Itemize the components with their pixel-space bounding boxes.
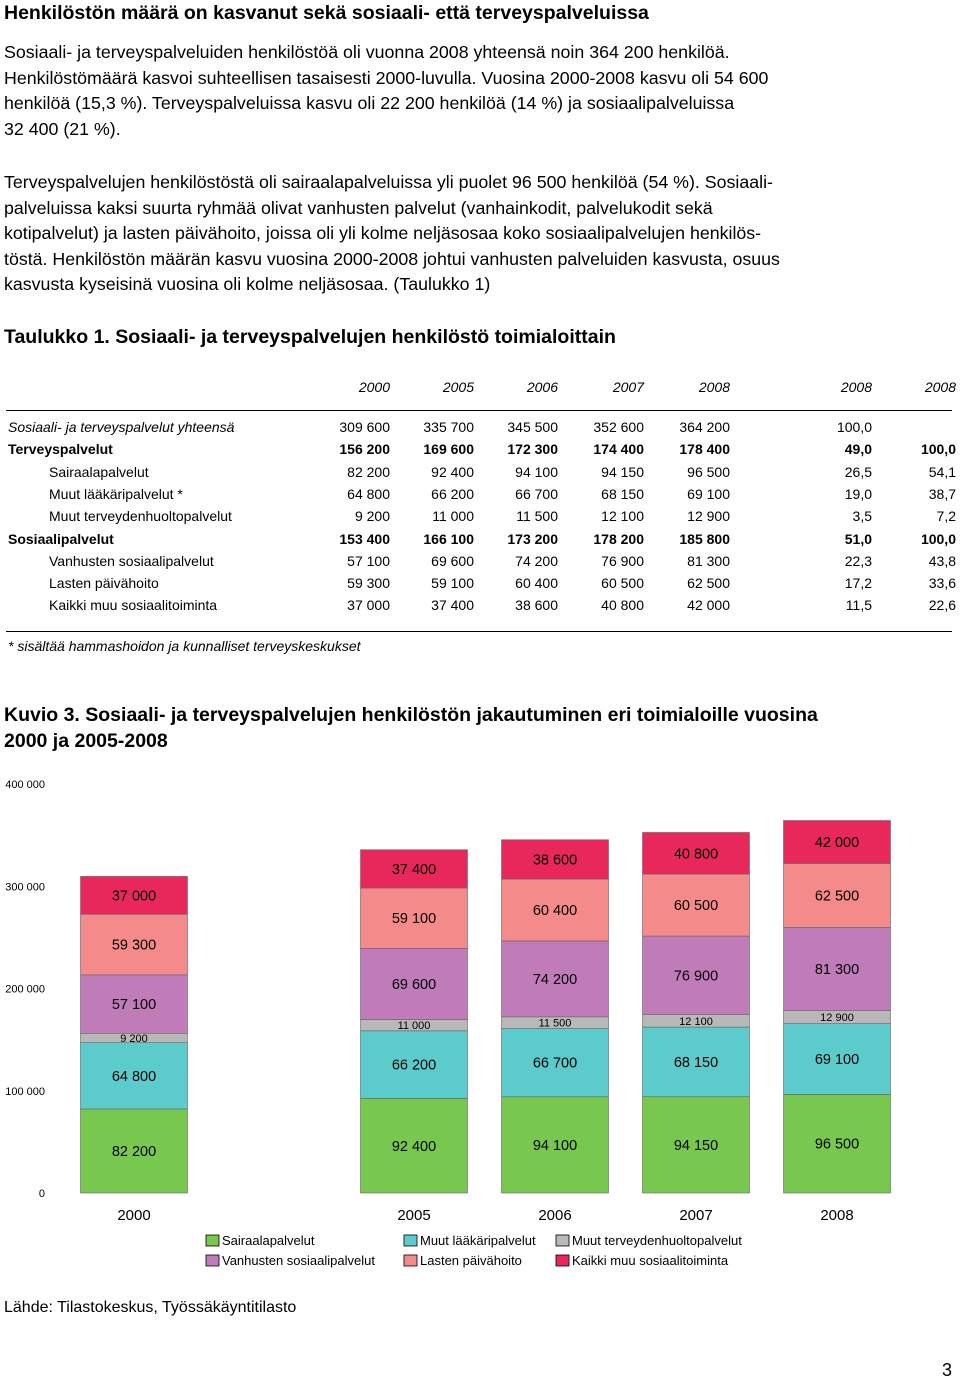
table-row-label: Sairaalapalvelut: [49, 463, 149, 480]
table-cell: 172 300: [507, 441, 558, 458]
table-cell: 69 100: [687, 485, 730, 502]
figure-title-line: 2000 ja 2005-2008: [4, 730, 168, 752]
table-cell: 309 600: [339, 419, 390, 435]
table-cell: 60 500: [601, 575, 644, 592]
table-cell: 178 200: [593, 530, 644, 547]
bar-data-label: 64 800: [111, 1068, 157, 1085]
table-cell: 153 400: [339, 530, 390, 547]
bar-data-label: 66 700: [532, 1055, 578, 1072]
table-cell: 37 400: [431, 597, 474, 614]
table-cell: 38,7: [928, 485, 956, 502]
table-cell: 166 100: [423, 530, 474, 547]
table-cell: 352 600: [593, 419, 644, 435]
table-header-cell: 2008: [840, 379, 872, 395]
table-row-label: Terveyspalvelut: [8, 441, 113, 458]
bar-data-label: 68 150: [673, 1054, 719, 1071]
y-tick-label: 200 000: [5, 983, 45, 996]
table-cell: 42 000: [687, 597, 730, 614]
x-tick-label: 2006: [538, 1207, 572, 1224]
legend-label: Vanhusten sosiaalipalvelut: [222, 1253, 375, 1268]
table-cell: 11 000: [432, 508, 474, 525]
table-header-cell: 2000: [358, 379, 390, 395]
table-header-cell: 2007: [612, 379, 644, 395]
body-line: Terveyspalvelujen henkilöstöstä oli sairaalapalveluissa yli puolet 96 500 henkilöä (54 %). Sosiaali-: [4, 172, 773, 192]
body-paragraph: [4, 170, 956, 298]
intro-line: henkilöä (15,3 %). Terveyspalveluissa kasvu oli 22 200 henkilöä (14 %) ja sosiaalipalveluissa: [4, 93, 735, 114]
table-cell: 57 100: [347, 552, 390, 569]
intro-line: Sosiaali- ja terveyspalveluiden henkilöstöä oli vuonna 2008 yhteensä noin 364 200 henkilöä.: [4, 42, 730, 62]
page-number: 3: [942, 1360, 953, 1380]
table-cell: 12 900: [687, 508, 730, 525]
x-tick-label: 2000: [117, 1207, 151, 1224]
table-footnote: * sisältää hammashoidon ja kunnalliset terveyskeskukset: [8, 638, 361, 654]
page-heading: Henkilöstön määrä on kasvanut sekä sosiaali- että terveyspalveluissa: [4, 2, 649, 24]
table-row-label: Lasten päivähoito: [49, 575, 159, 592]
table-bottom-rule: [6, 631, 952, 632]
table-title: Taulukko 1. Sosiaali- ja terveyspalvelujen henkilöstö toimialoittain: [4, 326, 616, 348]
legend-swatch: [404, 1235, 417, 1246]
table-cell: 68 150: [601, 485, 644, 502]
bar-data-label: 12 900: [820, 1012, 854, 1025]
bar-data-label: 92 400: [391, 1138, 437, 1155]
table-cell: 3,5: [852, 508, 872, 525]
x-tick-label: 2008: [820, 1207, 854, 1224]
legend-label: Sairaalapalvelut: [222, 1233, 315, 1248]
table-row-label: Kaikki muu sosiaalitoiminta: [49, 597, 218, 614]
legend-label: Muut lääkäripalvelut: [420, 1233, 536, 1248]
legend-swatch: [556, 1255, 569, 1266]
table-header-cell: 2008: [698, 379, 730, 395]
bar-data-label: 12 100: [679, 1015, 713, 1028]
table-cell: 66 700: [515, 485, 558, 502]
table-cell: 96 500: [687, 463, 730, 480]
table-cell: 100,0: [920, 441, 956, 458]
bar-data-label: 94 150: [673, 1137, 719, 1154]
table-cell: 51,0: [844, 530, 872, 547]
intro-paragraph: [4, 40, 956, 142]
bar-data-label: 69 100: [814, 1052, 860, 1069]
table-cell: 100,0: [836, 419, 872, 435]
table-cell: 43,8: [928, 552, 956, 569]
table-cell: 59 300: [347, 575, 390, 592]
table-cell: 12 100: [601, 508, 644, 525]
table-cell: 11,5: [845, 597, 872, 614]
bar-data-label: 81 300: [814, 961, 860, 978]
table-header-cell: 2005: [442, 379, 474, 395]
table-row-label: Sosiaalipalvelut: [8, 530, 114, 547]
table-cell: 64 800: [347, 485, 390, 502]
table-cell: 49,0: [844, 441, 872, 458]
y-tick-label: 0: [38, 1188, 45, 1200]
x-tick-label: 2005: [397, 1207, 431, 1224]
table-cell: 364 200: [679, 419, 730, 435]
table-cell: 22,3: [844, 552, 872, 569]
table-cell: 81 300: [687, 552, 730, 569]
legend-label: Kaikki muu sosiaalitoiminta: [572, 1253, 729, 1268]
bar-data-label: 76 900: [673, 968, 719, 985]
table-cell: 335 700: [423, 419, 474, 435]
table-cell: 74 200: [515, 552, 558, 569]
table-cell: 92 400: [431, 463, 474, 480]
body-line: kasvusta kyseisinä vuosina oli kolme neljäsosaa. (Taulukko 1): [4, 274, 491, 295]
table-cell: 94 150: [601, 463, 644, 480]
table-cell: 38 600: [515, 597, 558, 614]
table-cell: 59 100: [431, 575, 474, 592]
table-cell: 33,6: [928, 575, 956, 592]
table-cell: 7,2: [936, 508, 956, 525]
bar-data-label: 60 400: [532, 903, 578, 920]
table-cell: 100,0: [920, 530, 956, 547]
table-cell: 345 500: [507, 419, 558, 435]
intro-line: 32 400 (21 %).: [4, 118, 121, 139]
bar-data-label: 66 200: [391, 1057, 437, 1074]
body-line: kotipalvelut) ja lasten päivähoito, joissa oli yli kolme neljäsosaa koko sosiaalipalvelujen henkilös-: [4, 223, 762, 244]
bar-data-label: 11 500: [538, 1017, 572, 1030]
bar-data-label: 59 300: [111, 937, 157, 954]
legend-swatch: [556, 1235, 569, 1246]
bar-data-label: 82 200: [111, 1143, 157, 1160]
bar-data-label: 74 200: [532, 971, 578, 988]
legend-label: Muut terveydenhuoltopalvelut: [572, 1233, 742, 1248]
table-row-label: Muut terveydenhuoltopalvelut: [49, 508, 232, 525]
bar-data-label: 37 000: [111, 888, 157, 905]
table-cell: 11 500: [516, 508, 558, 525]
table-row-label: Muut lääkäripalvelut *: [49, 485, 183, 502]
y-tick-label: 100 000: [5, 1085, 45, 1098]
bar-data-label: 11 000: [397, 1020, 431, 1033]
table-row-label: Vanhusten sosiaalipalvelut: [49, 552, 214, 569]
bar-data-label: 59 100: [391, 911, 437, 928]
table-cell: 94 100: [515, 463, 558, 480]
figure-title: [4, 702, 818, 754]
stacked-bar-chart: [0, 770, 960, 1290]
table-cell: 37 000: [347, 597, 390, 614]
table-cell: 156 200: [339, 441, 390, 458]
y-tick-label: 300 000: [5, 881, 45, 894]
bar-data-label: 37 400: [391, 861, 437, 878]
source-note: Lähde: Tilastokeskus, Työssäkäyntitilasto: [4, 1299, 297, 1316]
figure-title-line: Kuvio 3. Sosiaali- ja terveyspalvelujen henkilöstön jakautuminen eri toimialoille vuosina: [4, 704, 818, 726]
bar-data-label: 69 600: [391, 977, 437, 994]
table-row-label: Sosiaali- ja terveyspalvelut yhteensä: [8, 419, 235, 435]
table-cell: 40 800: [601, 597, 644, 614]
table-cell: 54,1: [928, 463, 956, 480]
table-cell: 178 400: [679, 441, 730, 458]
table-header-cell: 2008: [924, 379, 956, 395]
bar-data-label: 94 100: [532, 1137, 578, 1154]
legend-swatch: [404, 1255, 417, 1266]
table-cell: 169 600: [423, 441, 474, 458]
table-cell: 19,0: [844, 485, 872, 502]
bar-data-label: 62 500: [814, 888, 860, 905]
body-line: töstä. Henkilöstön määrän kasvu vuosina 2000-2008 johtui vanhusten palveluiden kasvusta, osuus: [4, 248, 780, 269]
bar-data-label: 60 500: [673, 898, 719, 915]
legend-swatch: [206, 1235, 219, 1246]
table-cell: 66 200: [431, 485, 474, 502]
legend-swatch: [206, 1255, 219, 1266]
intro-line: Henkilöstömäärä kasvoi suhteellisen tasaisesti 2000-luvulla. Vuosina 2000-2008 kasvu oli 54 600: [4, 67, 769, 88]
table-cell: 60 400: [515, 575, 558, 592]
table-cell: 173 200: [507, 530, 558, 547]
table-top-rule: [6, 410, 952, 411]
x-tick-label: 2007: [679, 1207, 713, 1224]
bar-data-label: 38 600: [532, 852, 578, 869]
y-tick-label: 400 000: [5, 779, 45, 791]
bar-data-label: 9 200: [120, 1032, 148, 1045]
legend-label: Lasten päivähoito: [420, 1253, 522, 1268]
bar-data-label: 96 500: [814, 1136, 860, 1153]
body-line: palveluissa kaksi suurta ryhmää olivat vanhusten palvelut (vanhainkodit, palvelukodit sekä: [4, 197, 713, 218]
table-cell: 22,6: [928, 597, 956, 614]
table-header-cell: 2006: [526, 379, 558, 395]
table-cell: 69 600: [431, 552, 474, 569]
table-cell: 82 200: [347, 463, 390, 480]
table-cell: 62 500: [687, 575, 730, 592]
table-cell: 17,2: [844, 575, 872, 592]
table-cell: 26,5: [844, 463, 872, 480]
table-cell: 76 900: [601, 552, 644, 569]
table-cell: 9 200: [354, 508, 390, 525]
bar-data-label: 57 100: [111, 997, 157, 1014]
bar-data-label: 42 000: [814, 834, 860, 851]
table-cell: 185 800: [679, 530, 730, 547]
bar-data-label: 40 800: [673, 846, 719, 863]
table-cell: 174 400: [593, 441, 644, 458]
